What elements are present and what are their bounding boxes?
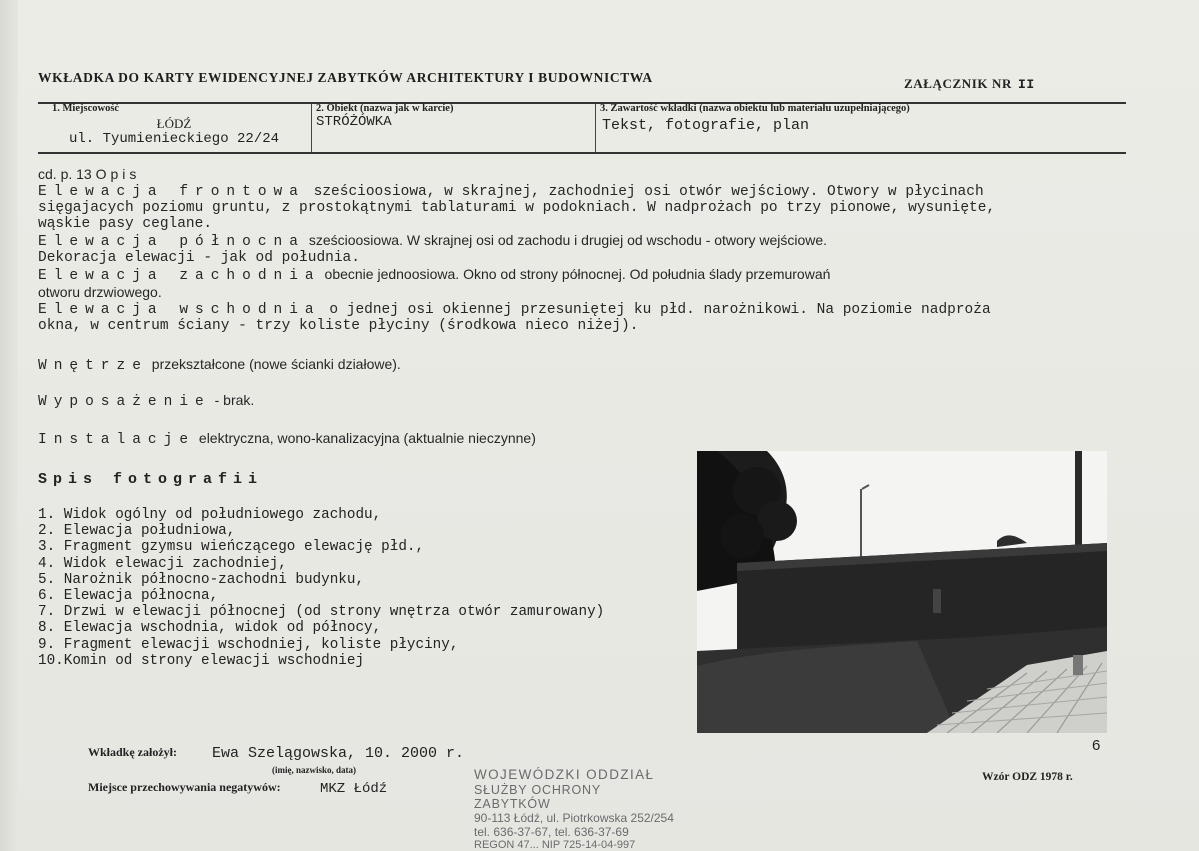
header-table <box>38 102 1126 154</box>
front-line-1 <box>38 182 1122 200</box>
intro-line <box>38 166 1122 182</box>
east-line-1 <box>38 300 1122 318</box>
photo-list-item: 1. Widok ogólny od południowego zachodu, <box>38 507 382 523</box>
cell-contents <box>595 104 1127 152</box>
photo-list-item: 6. Elewacja północna, <box>38 588 219 605</box>
east-line-2: okna, w centrum ściany - trzy koliste płyciny (środkowa nieco niżej). <box>38 318 639 334</box>
photo-list-item: 2. Elewacja południowa, <box>38 523 236 540</box>
description-heading: Opis <box>95 166 141 182</box>
installations-heading: Instalacje <box>38 432 196 448</box>
form-title: WKŁADKA DO KARTY EWIDENCYJNEJ ZABYTKÓW ARCHITEKTURY I BUDOWNICTWA <box>38 70 653 85</box>
north-text-1: sześcioosiowa. W skrajnej osi od zachodu i drugiej od wschodu - otwory wejściowe. <box>304 232 828 248</box>
annex-label-text: ZAŁĄCZNIK NR <box>904 76 1012 91</box>
east-heading: Elewacja wschodnia <box>38 302 321 318</box>
stamp-line-4: tel. 636-37-67, tel. 636-37-69 <box>474 825 629 839</box>
continued-from: cd. p. 13 <box>38 166 92 182</box>
north-line-2: Dekoracja elewacji - jak od południa. <box>38 250 360 266</box>
form-model: Wzór ODZ 1978 r. <box>982 771 1073 783</box>
contents-value: Tekst, fotografie, plan <box>602 117 810 134</box>
photo-list <box>38 507 604 669</box>
stamp-line-5: REGON 47... NIP 725-14-04-997 <box>474 839 636 851</box>
stamp-line-1: WOJEWÓDZKI ODDZIAŁ <box>474 767 655 782</box>
locality-address: ul. Tyumienieckiego 22/24 <box>68 131 280 147</box>
photo-list-item: 10.Komin od strony elewacji wschodniej <box>38 652 365 669</box>
west-line-2: otworu drzwiowego. <box>38 284 162 300</box>
locality-city: ŁÓDŹ <box>156 116 192 131</box>
page-number: 6 <box>1092 737 1101 754</box>
front-heading: Elewacja frontowa <box>38 184 305 200</box>
object-label: 2. Obiekt (nazwa jak w karcie) <box>316 103 454 114</box>
equipment-text: - brak. <box>210 392 255 408</box>
interior-text: przekształcone (nowe ścianki działowe). <box>147 356 401 372</box>
cell-locality <box>38 104 310 152</box>
stamp-line-2: SŁUŻBY OCHRONY ZABYTKÓW <box>474 783 601 811</box>
photo-list-item: 9. Fragment elewacji wschodniej, koliste płyciny, <box>38 636 459 653</box>
photo-list-item: 5. Narożnik północno-zachodni budynku, <box>38 571 365 588</box>
stamp-line-3: 90-113 Łódź, ul. Piotrkowska 252/254 <box>474 811 674 825</box>
scan-edge <box>0 0 18 851</box>
building-photo <box>697 451 1107 733</box>
annex-number: II <box>1017 77 1035 92</box>
office-stamp <box>474 767 674 851</box>
photo-list-item: 3. Fragment gzymsu wieńczącego elewację płd., <box>38 539 425 556</box>
front-text-1: sześcioosiowa, w skrajnej, zachodniej osi otwór wejściowy. Otwory w płycinach <box>304 184 984 200</box>
equipment-heading: Wyposażenie <box>38 394 211 410</box>
north-heading: Elewacja północna <box>38 234 305 250</box>
annex-label <box>904 76 1035 92</box>
front-line-2: sięgajacych poziomu gruntu, z prostokątnymi tablaturami w podokniach. W nadprożach po trzy pionowe, wysunięte, <box>38 200 996 216</box>
photo-list-item: 4. Widok elewacji zachodniej, <box>38 555 287 572</box>
negatives-label: Miejsce przechowywania negatywów: <box>88 780 281 794</box>
west-line-1 <box>38 266 1122 284</box>
north-line-1 <box>38 232 1122 250</box>
author-hint: (imię, nazwisko, data) <box>272 765 356 775</box>
object-value: STRÓŻÓWKA <box>316 114 392 130</box>
contents-label: 3. Zawartość wkładki (nazwa obiektu lub materiału uzupełniającego) <box>600 103 910 114</box>
locality-label: 1. Miejscowość <box>52 103 120 114</box>
cell-object <box>311 104 595 152</box>
west-heading: Elewacja zachodnia <box>38 268 321 284</box>
photo-list-item: 7. Drzwi w elewacji północnej (od strony wnętrza otwór zamurowany) <box>38 604 605 621</box>
interior-heading: Wnętrze <box>38 358 148 374</box>
negatives-value: MKZ Łódź <box>320 781 388 797</box>
installations-text: elektryczna, wono-kanalizacyjna (aktualnie nieczynne) <box>195 430 536 446</box>
photo-list-title: Spis fotografii <box>38 471 264 488</box>
author-value: Ewa Szelągowska, 10. 2000 r. <box>212 745 465 762</box>
interior-line <box>38 356 1122 374</box>
front-line-3: wąskie pasy ceglane. <box>38 216 213 232</box>
photo-list-item: 8. Elewacja wschodnia, widok od północy, <box>38 620 382 637</box>
west-text-1: obecnie jednoosiowa. Okno od strony północnej. Od południa ślady przemurowań <box>320 266 831 282</box>
author-label: Wkładkę założył: <box>88 745 177 759</box>
description-body <box>38 166 1122 448</box>
installations-line <box>38 430 1122 448</box>
equipment-line <box>38 392 1122 410</box>
east-text-1: o jednej osi okiennej przesuniętej ku płd. narożnikowi. Na poziomie nadproża <box>320 302 991 318</box>
